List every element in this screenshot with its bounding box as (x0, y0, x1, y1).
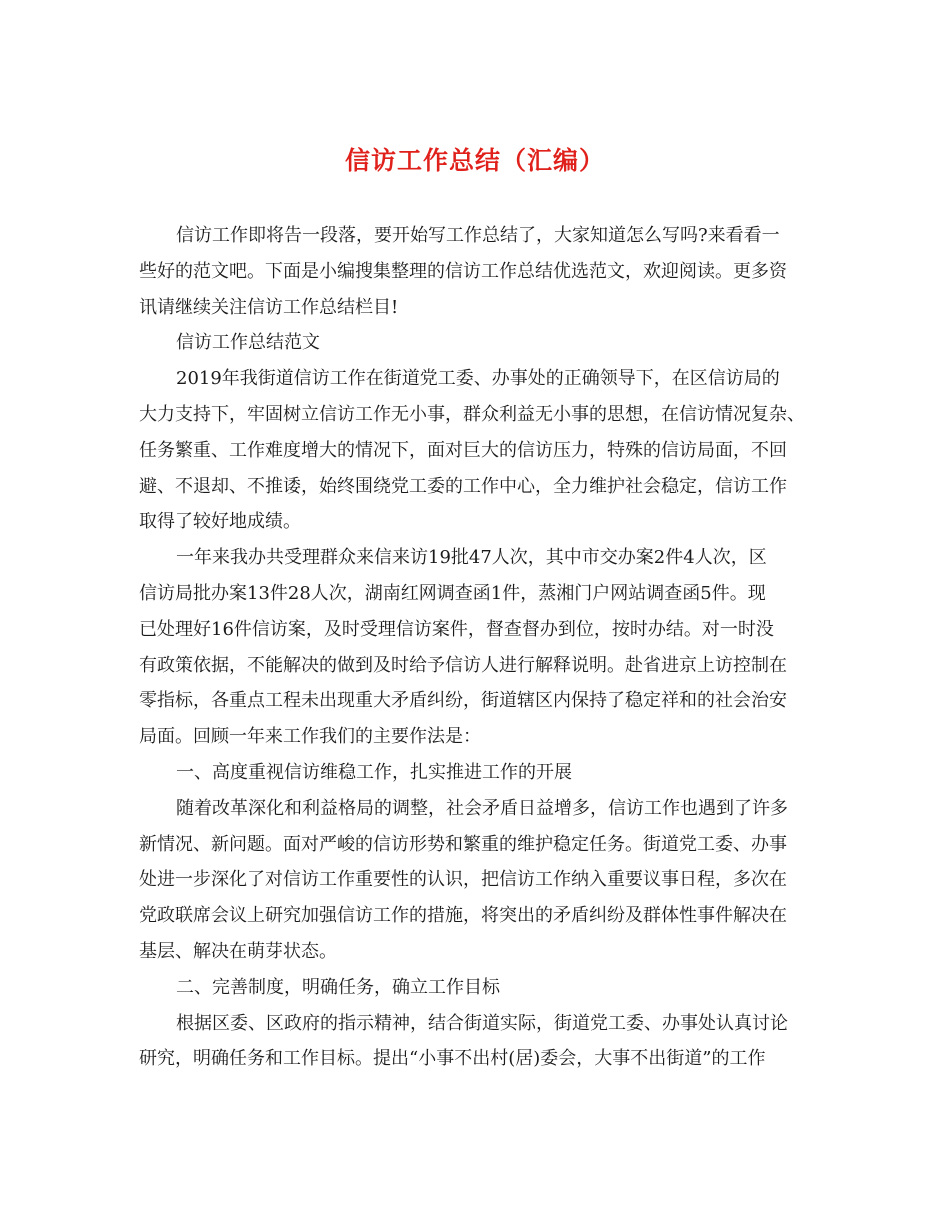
text-line: 新情况、新问题。面对严峻的信访形势和繁重的维护稳定任务。街道党工委、办事 (139, 833, 787, 855)
text-line: 信访工作总结范文 (176, 332, 320, 354)
document-body (139, 218, 815, 1077)
text-line: 一、高度重视信访维稳工作，扎实推进工作的开展 (176, 761, 572, 783)
text-line: 2019年我街道信访工作在街道党工委、办事处的正确领导下，在区信访局的 (176, 368, 780, 390)
text-line: 一年来我办共受理群众来信来访19批47人次，其中市交办案2件4人次，区 (176, 547, 767, 569)
text-line: 已处理好16件信访案，及时受理信访案件，督查督办到位，按时办结。对一时没 (139, 618, 774, 640)
text-line: 二、完善制度，明确任务，确立工作目标 (176, 976, 500, 998)
text-line: 有政策依据，不能解决的做到及时给予信访人进行解释说明。赴省进京上访控制在 (139, 654, 787, 676)
text-line: 局面。回顾一年来工作我们的主要作法是： (139, 726, 481, 748)
text-line: 根据区委、区政府的指示精神，结合街道实际，街道党工委、办事处认真讨论 (176, 1012, 788, 1034)
text-line: 大力支持下，牢固树立信访工作无小事，群众利益无小事的思想，在信访情况复杂、 (139, 403, 805, 425)
page-title: 信访工作总结（汇编） (344, 146, 605, 175)
text-line: 取得了较好地成绩。 (139, 511, 301, 533)
text-line: 信访工作即将告一段落，要开始写工作总结了，大家知道怎么写吗?来看看一 (176, 225, 780, 246)
text-line: 些好的范文吧。下面是小编搜集整理的信访工作总结优选范文，欢迎阅读。更多资 (139, 260, 787, 282)
text-line: 零指标，各重点工程未出现重大矛盾纠纷，街道辖区内保持了稳定祥和的社会治安 (139, 690, 787, 712)
text-line: 基层、解决在萌芽状态。 (139, 940, 337, 962)
text-line: 避、不退却、不推诿，始终围绕党工委的工作中心，全力维护社会稳定，信访工作 (139, 475, 787, 497)
text-line: 处进一步深化了对信访工作重要性的认识，把信访工作纳入重要议事日程，多次在 (139, 869, 787, 891)
text-line: 随着改革深化和利益格局的调整，社会矛盾日益增多，信访工作也遇到了许多 (176, 797, 788, 819)
text-line: 研究，明确任务和工作目标。提出“小事不出村(居)委会，大事不出街道”的工作 (139, 1048, 766, 1070)
text-line: 讯请继续关注信访工作总结栏目! (139, 296, 399, 318)
text-line: 党政联席会议上研究加强信访工作的措施，将突出的矛盾纠纷及群体性事件解决在 (139, 905, 787, 927)
text-line: 信访局批办案13件28人次，湖南红网调查函1件，蒸湘门户网站调查函5件。现 (139, 582, 766, 604)
text-line: 任务繁重、工作难度增大的情况下，面对巨大的信访压力，特殊的信访局面，不回 (139, 439, 787, 461)
